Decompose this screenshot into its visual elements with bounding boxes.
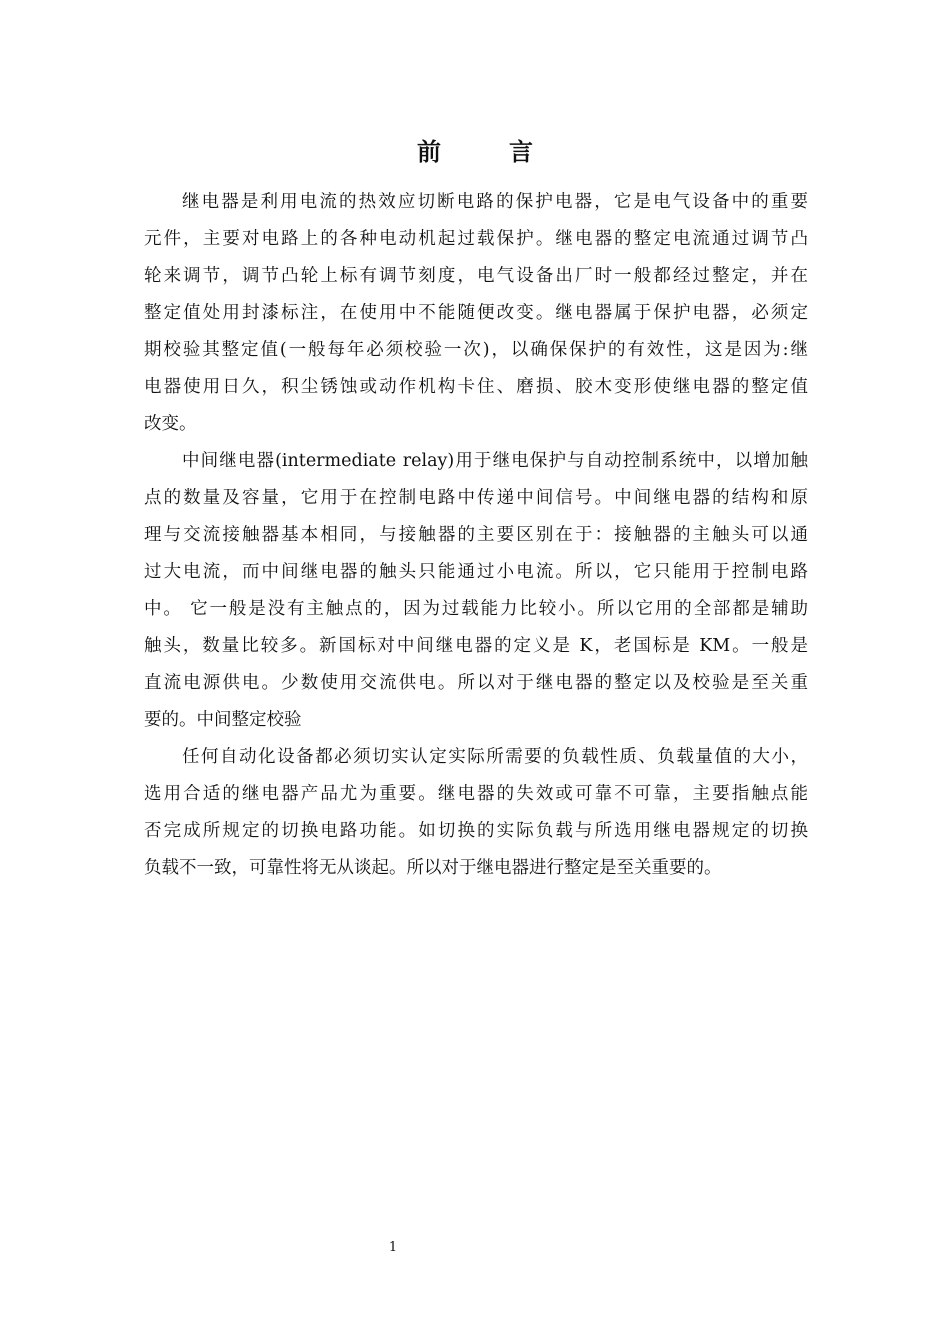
text-line: 直流电源供电。少数使用交流供电。所以对于继电器的整定以及校验是至关重 xyxy=(144,673,808,693)
text-line: 期校验其整定值(一般每年必须校验一次)，以确保保护的有效性，这是因为:继 xyxy=(144,340,808,360)
paragraph-1 xyxy=(144,184,808,443)
text-line: 整定值处用封漆标注，在使用中不能随便改变。继电器属于保护电器，必须定 xyxy=(144,303,808,323)
text-line: 电器使用日久，积尘锈蚀或动作机构卡住、磨损、胶木变形使继电器的整定值 xyxy=(144,377,808,397)
text-line: 触头，数量比较多。新国标对中间继电器的定义是 K，老国标是 KM。一般是 xyxy=(144,636,808,656)
text-line: 元件，主要对电路上的各种电动机起过载保护。继电器的整定电流通过调节凸 xyxy=(144,229,808,249)
text-line: 改变。 xyxy=(144,414,197,434)
page-title: 前 言 xyxy=(417,137,555,166)
text-line: 否完成所规定的切换电路功能。如切换的实际负载与所选用继电器规定的切换 xyxy=(144,821,808,841)
paragraph-3 xyxy=(144,739,808,887)
text-line: 过大电流，而中间继电器的触头只能通过小电流。所以，它只能用于控制电路 xyxy=(144,562,808,582)
text-line: 中。 它一般是没有主触点的，因为过载能力比较小。所以它用的全部都是辅助 xyxy=(144,599,808,619)
text-line: 理与交流接触器基本相同，与接触器的主要区别在于：接触器的主触头可以通 xyxy=(144,525,808,545)
text-line: 轮来调节，调节凸轮上标有调节刻度，电气设备出厂时一般都经过整定，并在 xyxy=(144,266,808,286)
text-line: 任何自动化设备都必须切实认定实际所需要的负载性质、负载量值的大小， xyxy=(182,747,808,767)
body-text xyxy=(144,184,808,887)
paragraph-2 xyxy=(144,443,808,739)
text-line: 负载不一致，可靠性将无从谈起。所以对于继电器进行整定是至关重要的。 xyxy=(144,858,722,878)
text-line: 要的。中间整定校验 xyxy=(144,710,302,730)
text-line: 继电器是利用电流的热效应切断电路的保护电器，它是电气设备中的重要 xyxy=(182,192,808,212)
page-number: 1 xyxy=(388,1240,398,1255)
text-line: 点的数量及容量，它用于在控制电路中传递中间信号。中间继电器的结构和原 xyxy=(144,488,808,508)
text-line: 中间继电器(intermediate relay)用于继电保护与自动控制系统中，以增加触 xyxy=(182,451,808,471)
text-line: 选用合适的继电器产品尤为重要。继电器的失效或可靠不可靠，主要指触点能 xyxy=(144,784,808,804)
